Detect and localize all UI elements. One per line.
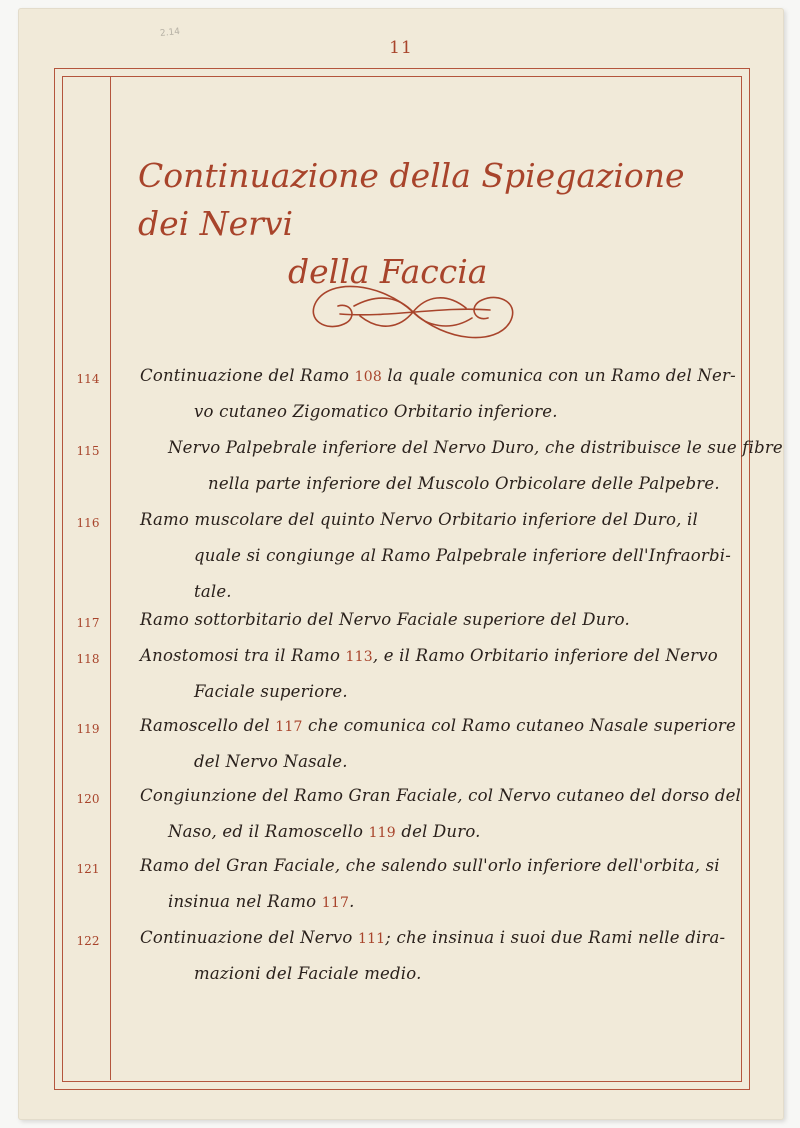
entry-text: Faciale superiore. [194, 682, 348, 701]
entry-number: 118 [76, 652, 100, 666]
entry-text: Ramo sottorbitario del Nervo Faciale superiore del Duro. [140, 610, 630, 629]
entry-cross-reference: 117 [321, 895, 350, 911]
entry-text: insinua nel Ramo [168, 892, 322, 911]
entry-text-line [194, 682, 792, 701]
title-line-1: Continuazione della Spiegazione dei Nervi [138, 156, 685, 243]
entry-text: mazioni del Faciale medio. [194, 964, 422, 983]
entry-number: 115 [76, 444, 100, 458]
entry-number: 119 [76, 722, 100, 736]
entry-text: , e il Ramo Orbitario inferiore del Nervo [372, 646, 718, 665]
entry-text: tale. [194, 582, 232, 601]
entry-number: 122 [76, 934, 100, 948]
entry-text: quale si congiunge al Ramo Palpebrale inferiore dell'Infraorbi- [194, 546, 731, 565]
entry-text-line [140, 646, 738, 665]
entry-text: del Duro. [395, 822, 481, 841]
pencil-mark: 2.14 [159, 26, 181, 40]
entry-text: Nervo Palpebrale inferiore del Nervo Duro, che distribuisce le sue fibre [168, 438, 783, 457]
entry-text-line [140, 928, 738, 947]
entry-text: Continuazione del Ramo [140, 366, 355, 385]
page-number: 11 [389, 38, 413, 58]
entry-cross-reference: 113 [345, 649, 373, 665]
entry-text: Ramoscello del [140, 716, 276, 735]
entry-text: che comunica col Ramo cutaneo Nasale superiore [302, 716, 736, 735]
entry-number: 114 [76, 372, 100, 386]
entry-text: . [349, 892, 355, 911]
entry-text-line [194, 546, 792, 565]
title-line-2: della Faccia [288, 252, 488, 291]
entry-text: vo cutaneo Zigomatico Orbitario inferiore. [194, 402, 558, 421]
entry-text: Ramo muscolare del quinto Nervo Orbitario inferiore del Duro, il [140, 510, 698, 529]
entry-text-line [168, 438, 783, 457]
entry-text: Naso, ed il Ramoscello [168, 822, 369, 841]
entry-text-line [140, 366, 738, 385]
manuscript-page [18, 8, 784, 1120]
entry-text-line [194, 582, 792, 601]
entry-text-line [194, 964, 792, 983]
entry-text: nella parte inferiore del Muscolo Orbicolare delle Palpebre. [208, 474, 720, 493]
entry-text: del Nervo Nasale. [194, 752, 348, 771]
entry-text-line [140, 610, 738, 629]
entry-text-line [208, 474, 800, 493]
entry-text: Anostomosi tra il Ramo [140, 646, 346, 665]
entry-cross-reference: 108 [354, 369, 382, 385]
entry-text-line [168, 892, 766, 911]
flourish-ornament [300, 272, 526, 352]
entry-cross-reference: 111 [357, 931, 386, 947]
entry-text: la quale comunica con un Ramo del Ner- [381, 366, 736, 385]
entry-text-line [194, 402, 792, 421]
entry-text: Congiunzione del Ramo Gran Faciale, col Nervo cutaneo del dorso del [140, 786, 742, 805]
entry-text: Ramo del Gran Faciale, che salendo sull'orlo inferiore dell'orbita, si [140, 856, 720, 875]
entry-number: 121 [76, 862, 100, 876]
entry-text-line [194, 752, 792, 771]
margin-rule [110, 76, 111, 1080]
entry-text-line [140, 786, 742, 805]
entry-number: 120 [76, 792, 100, 806]
entry-text-line [140, 510, 738, 529]
entry-number: 117 [76, 616, 100, 630]
entry-text-line [140, 856, 738, 875]
entry-cross-reference: 117 [275, 719, 303, 735]
entry-text-line [168, 822, 766, 841]
entry-text: Continuazione del Nervo [140, 928, 358, 947]
entry-number: 116 [76, 516, 100, 530]
entry-text: ; che insinua i suoi due Rami nelle dira- [385, 928, 726, 947]
entry-text-line [140, 716, 738, 735]
entry-cross-reference: 119 [368, 825, 396, 841]
